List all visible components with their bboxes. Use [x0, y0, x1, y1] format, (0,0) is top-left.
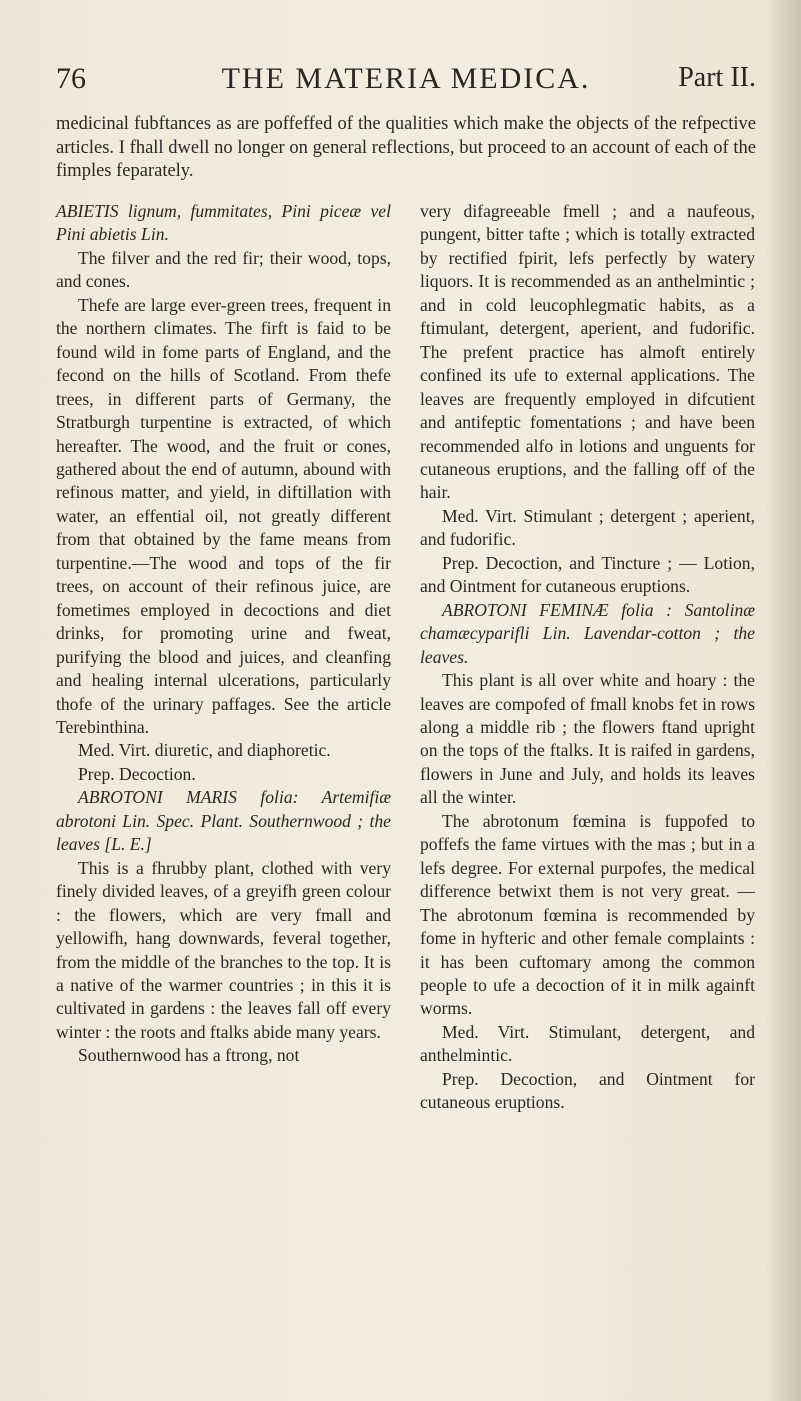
abrotoni-maris-text-start: Southernwood has a ftrong, not [78, 1045, 300, 1066]
abrotoni-foeminae-text: The abrotonum fœmina is fuppofed to poffefs the fame virtues with the mas ; but in a lefs degree. For external purpofes, the medical difference betwixt them is not very great. — The abrotonum fœmina is recommended by fome in hyfteric and other female complaints : it has been cuftomary among the common people to ufe a decoction of it in milk againft worms. [420, 810, 755, 1019]
abrotoni-maris-description: This is a fhrubby plant, clothed with very finely divided leaves, of a greyifh green colour : the flowers, which are very fmall and yellowifh, hang downwards, feveral together, from the middle of the branches to the top. It is a native of the warmer countries ; in this it is cultivated in gardens : the leaves fall off every winter : the roots and ftalks abide many years. [56, 857, 391, 1042]
abrotoni-foeminae-med-virt: Med. Virt. Stimulant, detergent, and anthelmintic. [420, 1021, 755, 1066]
page-edge-shadow [765, 0, 801, 1401]
running-title: THE MATERIA MEDICA. [221, 62, 591, 95]
intro-paragraph: medicinal fubftances as are poffeffed of the qualities which make the objects of the refpective articles. I fhall dwell no longer on general reflections, but proceed to an account of each of the fimples feparately. [56, 114, 756, 181]
abrotoni-foeminae-description: This plant is all over white and hoary : the leaves are compofed of fmall knobs fet in rows along a middle rib ; the flowers ftand upright on the tops of the ftalks. It is raifed in gardens, flowers in June and July, and holds its leaves all the winter. [420, 670, 755, 808]
abrotoni-maris-med-virt: Med. Virt. Stimulant ; detergent ; aperient, and fudorific. [420, 505, 755, 550]
abrotoni-maris-prep: Prep. Decoction, and Tincture ; — Lotion, and Ointment for cutaneous eruptions. [420, 552, 755, 597]
entry-heading-abrotoni-foeminae: ABROTONI FEMINÆ folia : Santolinæ chamæcyparifli Lin. Lavendar-cotton ; the leaves. [420, 599, 755, 667]
abietis-text: Thefe are large ever-green trees, frequent in the northern climates. The firft is faid to be found wild in fome parts of England, and the fecond on the hills of Scotland. From thefe trees, in different parts of Germany, the Stratburgh turpentine is extracted, of which hereafter. The wood, and the fruit or cones, gathered about the end of autumn, abound with refinous matter, and yield, in diftillation with water, an effential oil, not greatly different from that obtained by the fame means from turpentine.—The wood and tops of the fir trees, on account of their refinous juice, are fometimes employed in decoctions and diet drinks, for promoting urine and fweat, purifying the blood and juices, and cleanfing and healing internal ulcerations, particularly thofe of the urinary paffages. See the article Terebinthina. [56, 294, 391, 737]
right-column [420, 200, 755, 1115]
abrotoni-foeminae-prep: Prep. Decoction, and Ointment for cutaneous eruptions. [420, 1068, 755, 1113]
abrotoni-maris-continuation: very difagreeable fmell ; and a naufeous, pungent, bitter tafte ; which is totally extracted by rectified fpirit, lefs perfectly by watery liquors. It is recommended as an anthelmintic ; and in cold leucophlegmatic habits, as a ftimulant, detergent, aperient, and fudorific. The prefent practice has almoft entirely confined its ufe to external applications. The leaves are frequently employed in difcutient and antifeptic fomentations ; and have been recommended alfo in lotions and unguents for cutaneous eruptions, and the falling off of the hair. [420, 201, 755, 503]
page-number: 76 [56, 62, 86, 95]
abietis-prep: Prep. Decoction. [78, 763, 196, 784]
entry-heading-abrotoni-maris: ABROTONI MARIS folia: Artemifiæ abrotoni Lin. Spec. Plant. Southernwood ; the leaves [L. E.] [56, 787, 391, 855]
left-column [56, 200, 391, 1068]
part-label: Part II. [678, 62, 756, 93]
running-header [56, 62, 756, 102]
abietis-description: The filver and the red fir; their wood, tops, and cones. [56, 247, 391, 292]
abietis-med-virt: Med. Virt. diuretic, and diaphoretic. [78, 740, 331, 761]
entry-heading-abietis: ABIETIS lignum, fummitates, Pini piceæ vel Pini abietis Lin. [56, 201, 391, 245]
